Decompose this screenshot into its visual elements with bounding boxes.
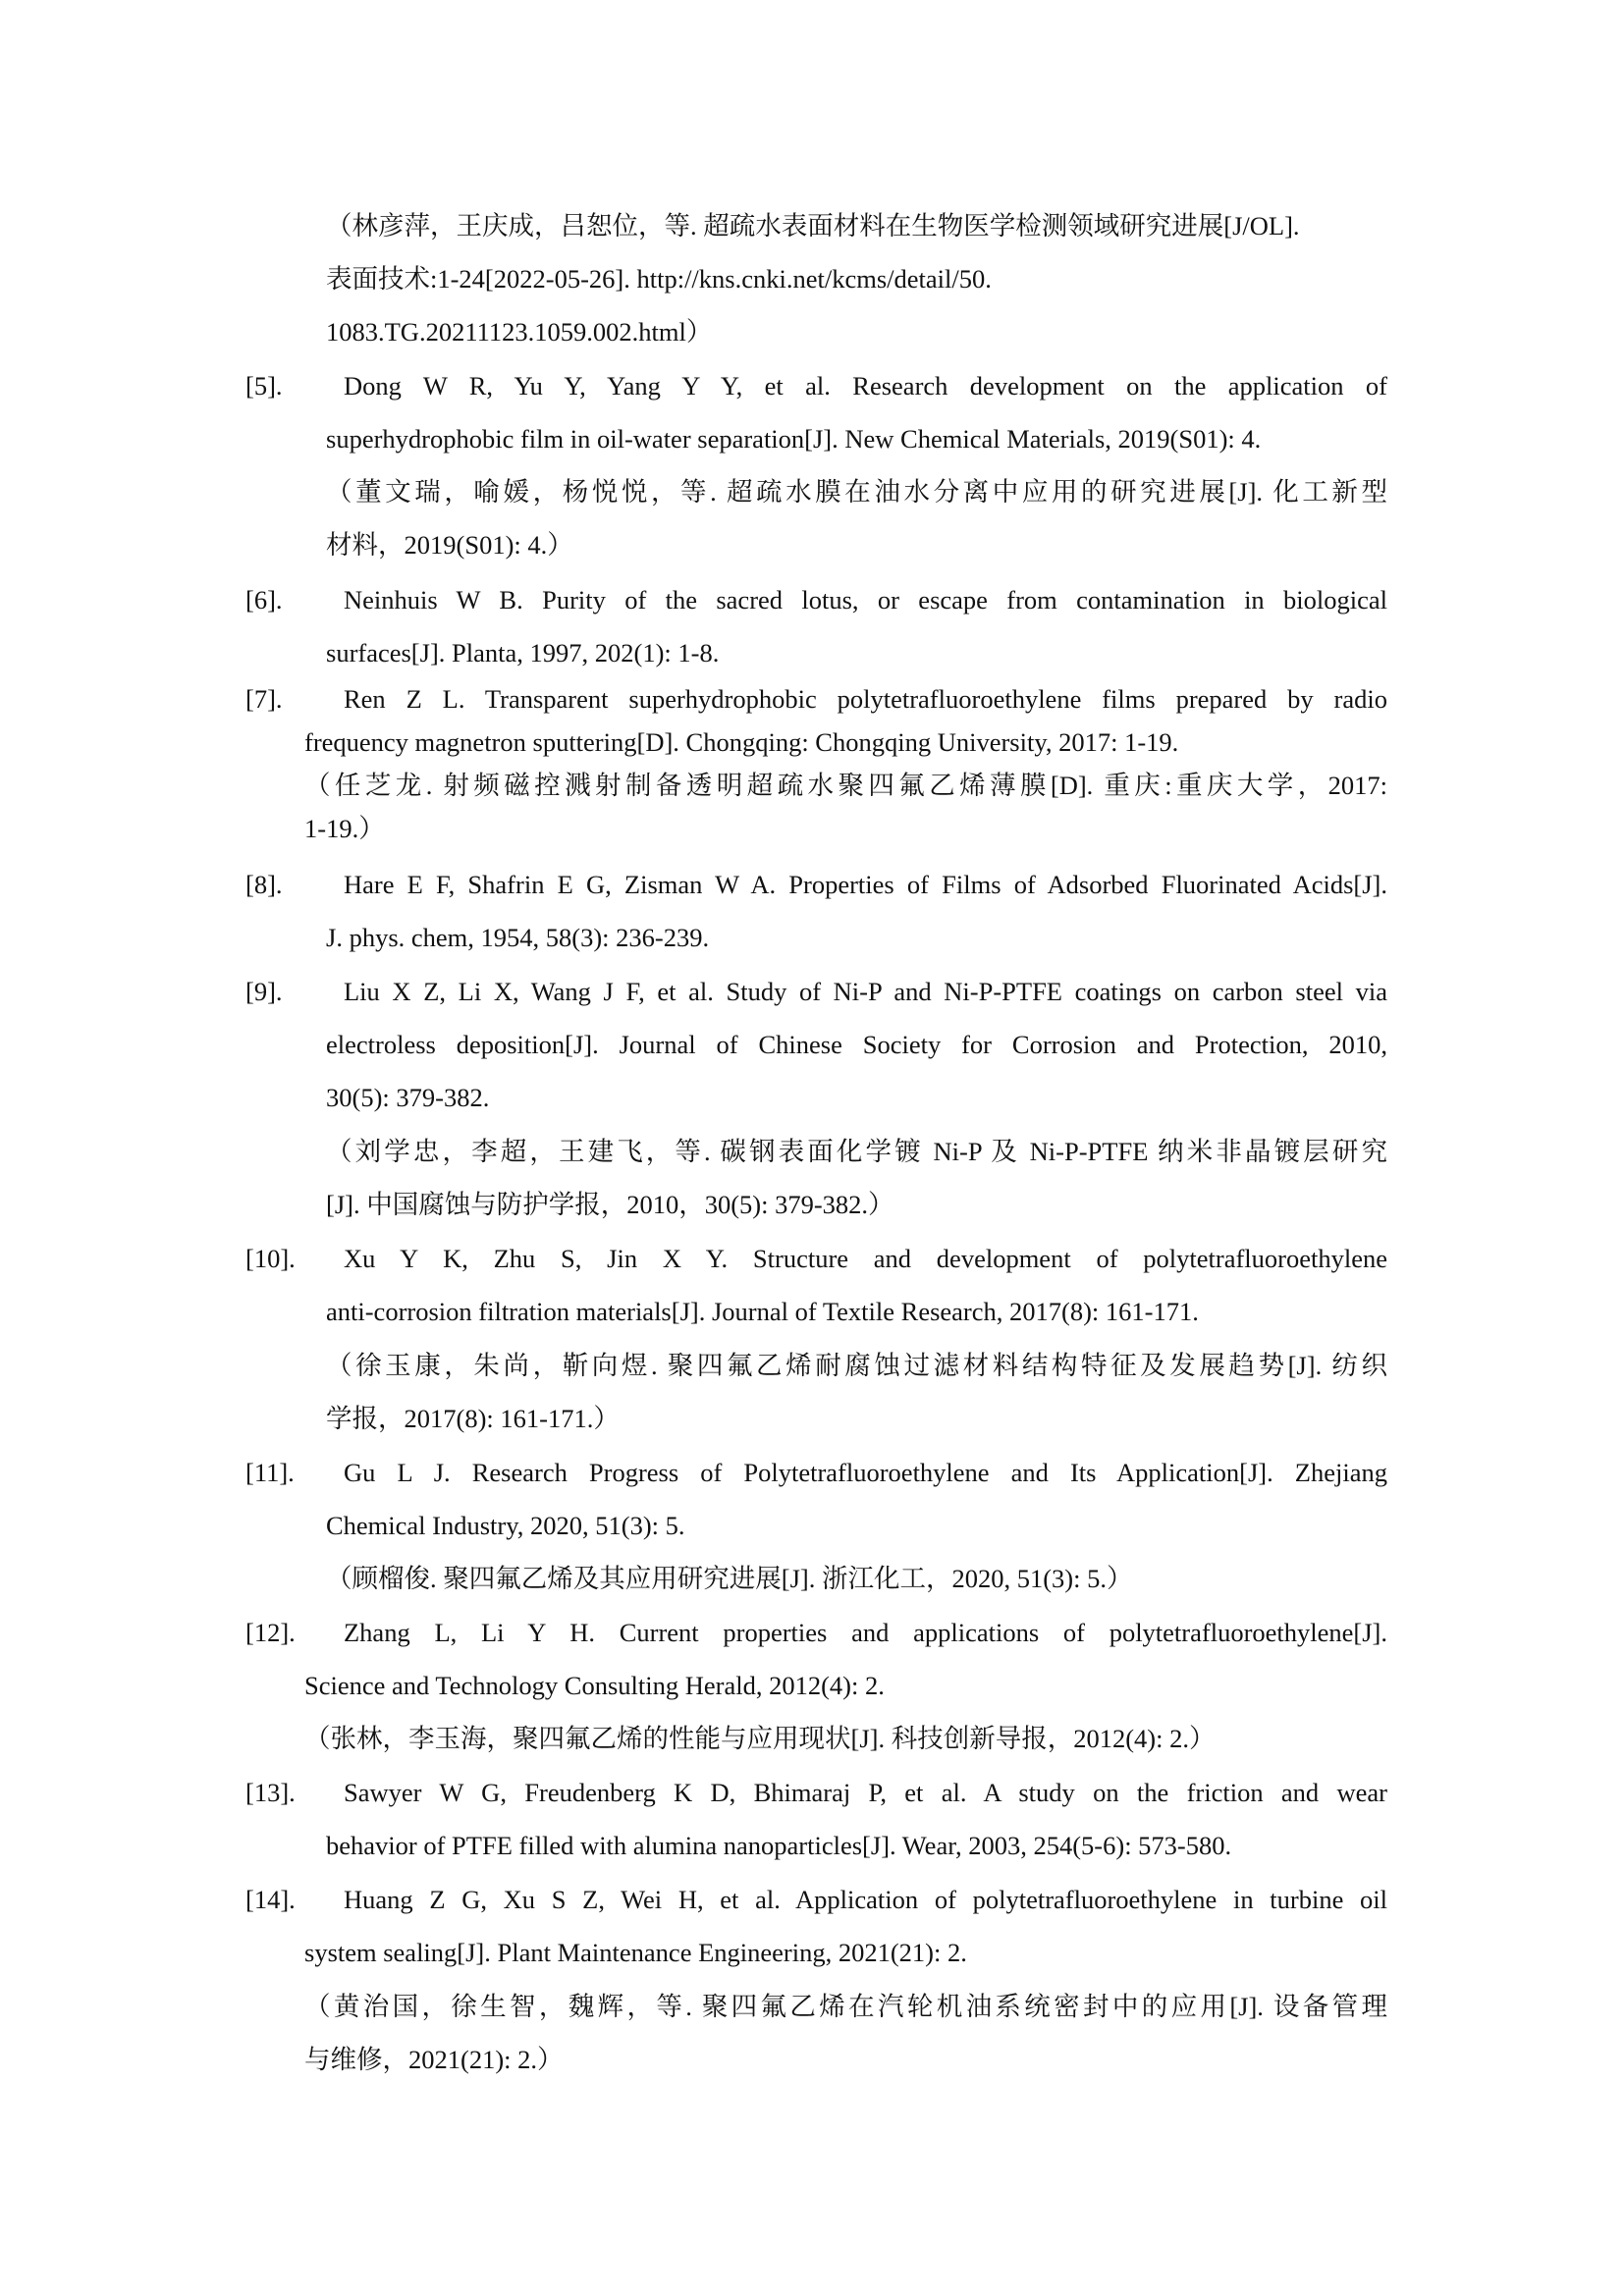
reference-line: electroless deposition[J]. Journal of Chinese Society for Corrosion and Protection, 2010, (326, 1030, 1387, 1059)
reference-line: system sealing[J]. Plant Maintenance Engineering, 2021(21): 2. (304, 1938, 967, 1967)
reference-line: Chemical Industry, 2020, 51(3): 5. (326, 1511, 685, 1540)
reference-line: Hare E F, Shafrin E G, Zisman W A. Properties of Films of Adsorbed Fluorinated Acids[J]. (344, 870, 1387, 899)
reference-line: Xu Y K, Zhu S, Jin X Y. Structure and development of polytetrafluoroethylene (344, 1244, 1387, 1273)
reference-number: [6]. (245, 585, 283, 614)
reference-line: 学报，2017(8): 161-171.） (326, 1404, 620, 1433)
reference-line: （徐玉康，朱尚，靳向煜. 聚四氟乙烯耐腐蚀过滤材料结构特征及发展趋势[J]. 纺织 (326, 1351, 1387, 1380)
reference-line: （林彦萍，王庆成，吕恕位，等. 超疏水表面材料在生物医学检测领域研究进展[J/OL]. (326, 211, 1300, 240)
reference-number: [7]. (245, 684, 283, 714)
reference-line: （黄治国，徐生智，魏辉，等. 聚四氟乙烯在汽轮机油系统密封中的应用[J]. 设备管理 (304, 1992, 1387, 2021)
reference-line: （任芝龙. 射频磁控溅射制备透明超疏水聚四氟乙烯薄膜[D]. 重庆:重庆大学，2017: (304, 771, 1387, 800)
reference-number: [8]. (245, 870, 283, 899)
reference-line: Zhang L, Li Y H. Current properties and applications of polytetrafluoroethylene[J]. (344, 1618, 1387, 1647)
reference-line: 表面技术:1-24[2022-05-26]. http://kns.cnki.net/kcms/detail/50. (326, 264, 992, 294)
reference-line: Neinhuis W B. Purity of the sacred lotus, or escape from contamination in biological (344, 585, 1387, 614)
reference-number: [14]. (245, 1885, 296, 1914)
reference-line: Dong W R, Yu Y, Yang Y Y, et al. Research development on the application of (344, 371, 1387, 400)
reference-number: [12]. (245, 1618, 296, 1647)
reference-line: 30(5): 379-382. (326, 1083, 490, 1112)
reference-line: 与维修，2021(21): 2.） (304, 2045, 564, 2074)
reference-line: Huang Z G, Xu S Z, Wei H, et al. Application of polytetrafluoroethylene in turbine oil (344, 1885, 1387, 1914)
reference-line: 1-19.） (304, 814, 385, 843)
reference-line: [J]. 中国腐蚀与防护学报，2010，30(5): 379-382.） (326, 1190, 894, 1219)
reference-number: [11]. (245, 1458, 295, 1487)
reference-number: [10]. (245, 1244, 296, 1273)
reference-line: （张林，李玉海，聚四氟乙烯的性能与应用现状[J]. 科技创新导报，2012(4): 2.） (304, 1724, 1216, 1753)
reference-line: J. phys. chem, 1954, 58(3): 236-239. (326, 923, 710, 952)
reference-line: 材料，2019(S01): 4.） (326, 530, 573, 560)
reference-line: frequency magnetron sputtering[D]. Chongqing: Chongqing University, 2017: 1-19. (304, 727, 1179, 757)
reference-line: surfaces[J]. Planta, 1997, 202(1): 1-8. (326, 638, 720, 667)
reference-line: （刘学忠，李超，王建飞，等. 碳钢表面化学镀 Ni-P 及 Ni-P-PTFE 纳米非晶镀层研究 (326, 1137, 1387, 1166)
reference-line: behavior of PTFE filled with alumina nanoparticles[J]. Wear, 2003, 254(5-6): 573-580. (326, 1831, 1232, 1860)
reference-number: [5]. (245, 371, 283, 400)
reference-line: anti-corrosion filtration materials[J]. Journal of Textile Research, 2017(8): 161-171. (326, 1297, 1199, 1326)
reference-line: （顾榴俊. 聚四氟乙烯及其应用研究进展[J]. 浙江化工，2020, 51(3): 5.） (326, 1564, 1133, 1593)
reference-line: Sawyer W G, Freudenberg K D, Bhimaraj P, et al. A study on the friction and wear (344, 1778, 1387, 1807)
reference-line: Liu X Z, Li X, Wang J F, et al. Study of Ni-P and Ni-P-PTFE coatings on carbon steel via (344, 977, 1387, 1006)
reference-line: superhydrophobic film in oil-water separation[J]. New Chemical Materials, 2019(S01): 4. (326, 424, 1262, 454)
reference-number: [13]. (245, 1778, 296, 1807)
reference-line: 1083.TG.20211123.1059.002.html） (326, 317, 713, 347)
reference-line: Gu L J. Research Progress of Polytetrafluoroethylene and Its Application[J]. Zhejiang (344, 1458, 1387, 1487)
reference-number: [9]. (245, 977, 283, 1006)
reference-line: （董文瑞，喻媛，杨悦悦，等. 超疏水膜在油水分离中应用的研究进展[J]. 化工新型 (326, 477, 1387, 507)
reference-line: Science and Technology Consulting Herald, 2012(4): 2. (304, 1671, 885, 1700)
reference-line: Ren Z L. Transparent superhydrophobic polytetrafluoroethylene films prepared by radio (344, 684, 1387, 714)
